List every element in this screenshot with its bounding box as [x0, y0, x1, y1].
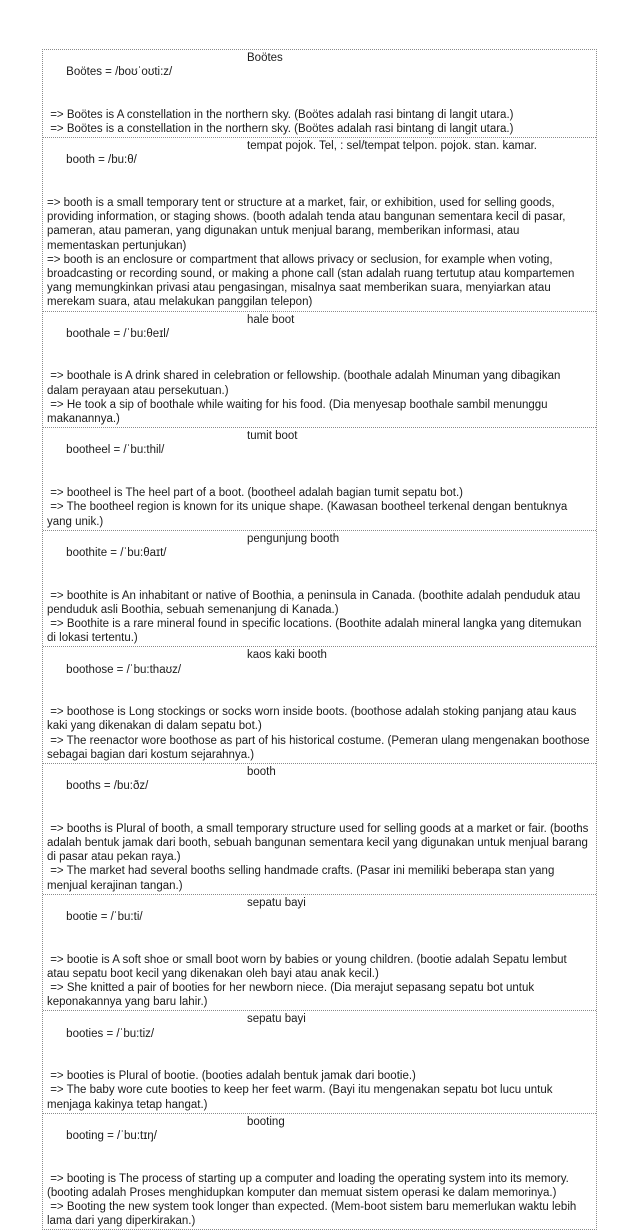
dictionary-entry — [43, 50, 596, 137]
entry-definition: => boothale is A drink shared in celebration or fellowship. (boothale adalah Minuman yang dibagikan dalam perayaan atau persekutuan.) — [47, 370, 564, 397]
entry-header — [47, 139, 592, 196]
entry-definitions — [47, 486, 592, 529]
entry-headword-phonetic: bootheel = /ˈbu:thil/ — [66, 444, 165, 457]
entry-headword-phonetic: booties = /ˈbu:tiz/ — [66, 1027, 155, 1040]
entry-definition: => The bootheel region is known for its unique shape. (Kawasan bootheel terkenal dengan bentuknya yang unik.) — [47, 501, 571, 528]
entry-headword-phonetic: boothale = /ˈbu:θeɪl/ — [66, 327, 170, 340]
dictionary-table — [42, 49, 597, 1230]
dictionary-entry — [43, 427, 596, 529]
entry-headword-phonetic: booting = /ˈbu:tɪŋ/ — [66, 1130, 157, 1143]
entry-definition: => boothose is Long stockings or socks worn inside boots. (boothose adalah stoking panjang atau kaus kaki yang dikenakan di dalam sepatu bot.) — [47, 706, 580, 733]
entry-header — [47, 51, 592, 108]
entry-translation: booting — [247, 1115, 285, 1128]
entry-header — [47, 765, 592, 822]
entry-definitions — [47, 953, 592, 1010]
dictionary-entry — [43, 1113, 596, 1230]
entry-definition: => The market had several booths selling handmade crafts. (Pasar ini memiliki beberapa stan yang menjual kerajinan tangan.) — [47, 865, 558, 892]
entry-header — [47, 429, 592, 486]
entry-definitions — [47, 822, 592, 893]
dictionary-entry — [43, 137, 596, 310]
entry-definitions — [47, 1069, 592, 1112]
entry-definition: => Booting the new system took longer than expected. (Mem-boot sistem baru memerlukan waktu lebih lama dari yang diperkirakan.) — [47, 1201, 580, 1228]
entry-headword-phonetic: booths = /bu:ðz/ — [66, 780, 149, 793]
entry-definition: => booting is The process of starting up a computer and loading the operating system into its memory. (booting adalah Proses menghidupkan komputer dan memuat sistem operasi ke dalam memorinya.) — [47, 1172, 573, 1199]
entry-headword-phonetic: bootie = /ˈbu:ti/ — [66, 910, 143, 923]
entry-definition: => booth is a small temporary tent or structure at a market, fair, or exhibition, used for selling goods, providing information, or staging shows. (booth adalah tenda atau bangunan sementara kecil di pasar, pameran, atau pameran, yang digunakan untuk menjual barang, memberikan informasi, atau mementaskan pertunjukan) — [47, 197, 569, 252]
entry-header — [47, 532, 592, 589]
entry-headword-phonetic: boothite = /ˈbu:θaɪt/ — [66, 546, 167, 559]
entry-definitions — [47, 589, 592, 646]
entry-header — [47, 313, 592, 370]
entry-definition: => Boötes is A constellation in the northern sky. (Boötes adalah rasi bintang di langit utara.) — [47, 108, 514, 121]
dictionary-entry — [43, 894, 596, 1011]
entry-definitions — [47, 108, 592, 136]
entry-translation: pengunjung booth — [247, 532, 340, 545]
entry-translation: tempat pojok. Tel, : sel/tempat telpon. pojok. stan. kamar. — [247, 140, 537, 153]
entry-definition: => bootie is A soft shoe or small boot worn by babies or young children. (bootie adalah Sepatu lembut atau sepatu boot kecil yang dikenakan oleh bayi atau anak kecil.) — [47, 953, 570, 980]
entry-translation: sepatu bayi — [247, 896, 306, 909]
entry-headword-phonetic: Boötes = /boʊˈoʊti:z/ — [66, 66, 173, 79]
entry-translation: Boötes — [247, 52, 283, 64]
entry-header — [47, 1115, 592, 1172]
entry-header — [47, 896, 592, 953]
entry-header — [47, 1012, 592, 1069]
entry-definition: => Boothite is a rare mineral found in specific locations. (Boothite adalah mineral langka yang ditemukan di lokasi tertentu.) — [47, 617, 585, 645]
entry-definition: => booths is Plural of booth, a small temporary structure used for selling goods at a market or fair. (booths adalah bentuk jamak dari booth, sebuah bangunan sementara kecil yang digunakan untuk menjual barang di pasar atau pekan raya.) — [47, 822, 592, 864]
dictionary-entry — [43, 763, 596, 894]
dictionary-entry — [43, 311, 596, 428]
entry-translation: hale boot — [247, 313, 295, 326]
entry-definition: => Boötes is a constellation in the northern sky. (Boötes adalah rasi bintang di langit utara.) — [47, 123, 514, 136]
entry-definition: => The reenactor wore boothose as part of his historical costume. (Pemeran ulang mengenakan boothose sebagai bagian dari kostum sejarahnya.) — [47, 734, 593, 761]
entry-translation: kaos kaki booth — [247, 649, 327, 662]
entry-definition: => She knitted a pair of booties for her newborn niece. (Dia merajut sepasang sepatu bot untuk keponakannya yang baru lahir.) — [47, 982, 538, 1009]
entry-definition: => booth is an enclosure or compartment that allows privacy or seclusion, for example when voting, broadcasting or recording sound, or making a phone call (stan adalah ruang tertutup atau kompartemen yang memungkinkan privasi atau pengasingan, misalnya saat memberikan suara, menyiarkan atau merekam suara, atau melakukan panggilan telepon) — [47, 253, 578, 309]
entry-translation: tumit boot — [247, 430, 298, 443]
entry-definition: => The baby wore cute booties to keep her feet warm. (Bayi itu mengenakan sepatu bot lucu untuk menjaga kakinya tetap hangat.) — [47, 1084, 556, 1111]
dictionary-entry — [43, 646, 596, 763]
entry-translation: booth — [247, 765, 276, 778]
entry-headword-phonetic: boothose = /ˈbu:thaʊz/ — [66, 663, 182, 676]
entry-definition: => boothite is An inhabitant or native of Boothia, a peninsula in Canada. (boothite adalah penduduk atau penduduk asli Boothia, sebuah semenanjung di Kanada.) — [47, 589, 584, 616]
entry-definitions — [47, 196, 592, 310]
dictionary-entry — [43, 1010, 596, 1112]
entry-translation: sepatu bayi — [247, 1013, 306, 1026]
entry-definitions — [47, 369, 592, 426]
entry-headword-phonetic: booth = /bu:θ/ — [66, 154, 137, 167]
entry-definitions — [47, 1172, 592, 1229]
entry-header — [47, 648, 592, 705]
entry-definition: => He took a sip of boothale while waiting for his food. (Dia menyesap boothale sambil menunggu makanannya.) — [47, 398, 551, 426]
entry-definitions — [47, 705, 592, 762]
entry-definition: => booties is Plural of bootie. (booties adalah bentuk jamak dari bootie.) — [47, 1070, 416, 1083]
entry-definition: => bootheel is The heel part of a boot. (bootheel adalah bagian tumit sepatu bot.) — [47, 487, 464, 500]
dictionary-entry — [43, 530, 596, 647]
